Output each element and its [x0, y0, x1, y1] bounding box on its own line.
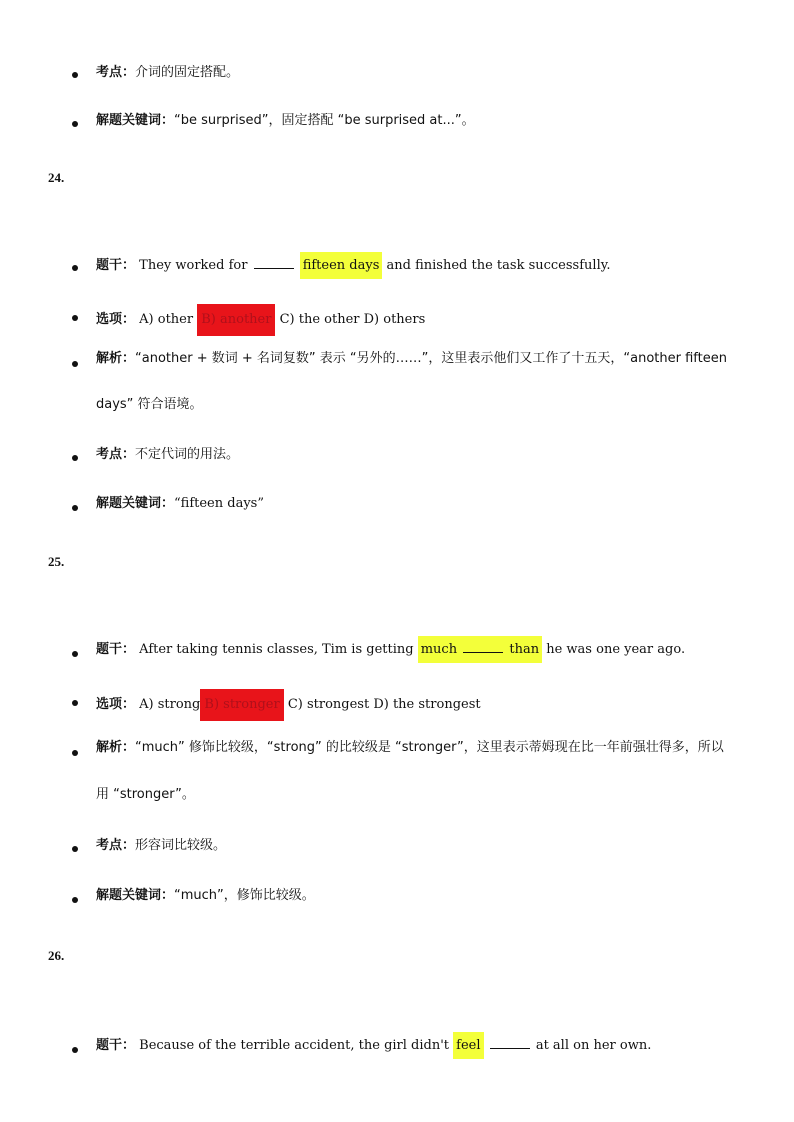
q24-keywords [96, 495, 264, 513]
analysis-text: “another + 数词 + 名词复数” 表示 “另外的……”，这里表示他们又工作了十五天，“another fifteen [135, 351, 727, 366]
keywords-label: 解题关键词： [96, 113, 175, 128]
stem-text-post: he was one year ago. [546, 642, 686, 657]
stem-label: 题干： [96, 258, 136, 273]
highlight-than: than [509, 642, 540, 657]
bullet-icon [72, 121, 78, 127]
options-text-post: C) the other D) others [279, 312, 426, 327]
kaodian-text: 不定代词的用法。 [135, 447, 240, 462]
kaodian-text: 介词的固定搭配。 [135, 65, 240, 80]
q24-analysis-cont [96, 396, 203, 414]
keywords-text: “much”，修饰比较级。 [174, 888, 315, 903]
redacted-answer: B) another [197, 304, 275, 336]
answer-blank [490, 1036, 530, 1049]
question-number: 24. [48, 170, 65, 185]
highlighted-word: feel [453, 1032, 483, 1059]
kaodian-label: 考点： [96, 447, 136, 462]
analysis-text: “much” 修饰比较级，“strong” 的比较级是 “stronger”，这里表示蒂姆现在比一年前强壮得多，所以 [135, 740, 724, 755]
highlighted-word [418, 636, 542, 663]
options-text-pre: A) strong [139, 697, 201, 712]
analysis-label: 解析： [96, 351, 136, 366]
q25-analysis [96, 739, 724, 757]
stem-text-post: at all on her own. [535, 1038, 652, 1053]
analysis-text-continued: 用 “stronger”。 [96, 787, 195, 802]
q23-kaodian [96, 64, 239, 82]
kaodian-text: 形容词比较级。 [135, 838, 227, 853]
stem-text-pre: They worked for [139, 258, 248, 273]
kaodian-label: 考点： [96, 65, 136, 80]
keywords-label: 解题关键词： [96, 496, 175, 511]
answer-blank [254, 256, 294, 269]
q24-options [96, 304, 425, 336]
bullet-icon [72, 72, 78, 78]
q23-keywords [96, 112, 475, 130]
bullet-icon [72, 897, 78, 903]
kaodian-label: 考点： [96, 838, 136, 853]
bullet-icon [72, 1047, 78, 1053]
bullet-icon [72, 361, 78, 367]
q24-stem [96, 256, 610, 275]
keywords-text: “be surprised”，固定搭配 “be surprised at...”。 [174, 113, 475, 128]
highlighted-phrase: fifteen days [300, 252, 383, 279]
stem-label: 题干： [96, 1038, 136, 1053]
stem-text-pre: Because of the terrible accident, the girl didn't [139, 1038, 450, 1053]
options-label: 选项： [96, 697, 136, 712]
answer-blank [463, 640, 503, 653]
stem-text-pre: After taking tennis classes, Tim is getting [139, 642, 414, 657]
q25-kaodian [96, 837, 226, 855]
stem-text-post: and finished the task successfully. [386, 258, 611, 273]
stem-label: 题干： [96, 642, 136, 657]
bullet-icon [72, 265, 78, 271]
options-label: 选项： [96, 312, 136, 327]
analysis-label: 解析： [96, 740, 136, 755]
q25-analysis-cont [96, 786, 195, 804]
q24-analysis [96, 350, 727, 368]
options-text-post: C) strongest D) the strongest [287, 697, 481, 712]
bullet-icon [72, 700, 78, 706]
redacted-answer: B) stronger [200, 689, 283, 721]
q25-stem [96, 640, 685, 659]
keywords-text: “fifteen days” [174, 496, 264, 511]
question-number: 25. [48, 554, 65, 569]
question-number: 26. [48, 948, 65, 963]
bullet-icon [72, 505, 78, 511]
keywords-label: 解题关键词： [96, 888, 175, 903]
options-text-pre: A) other [139, 312, 194, 327]
bullet-icon [72, 651, 78, 657]
highlight-much: much [420, 642, 458, 657]
q24-kaodian [96, 446, 239, 464]
q25-options [96, 689, 481, 721]
analysis-text-continued: days” 符合语境。 [96, 397, 203, 412]
bullet-icon [72, 455, 78, 461]
bullet-icon [72, 846, 78, 852]
bullet-icon [72, 315, 78, 321]
q25-keywords [96, 887, 315, 905]
bullet-icon [72, 750, 78, 756]
q26-stem [96, 1036, 651, 1055]
